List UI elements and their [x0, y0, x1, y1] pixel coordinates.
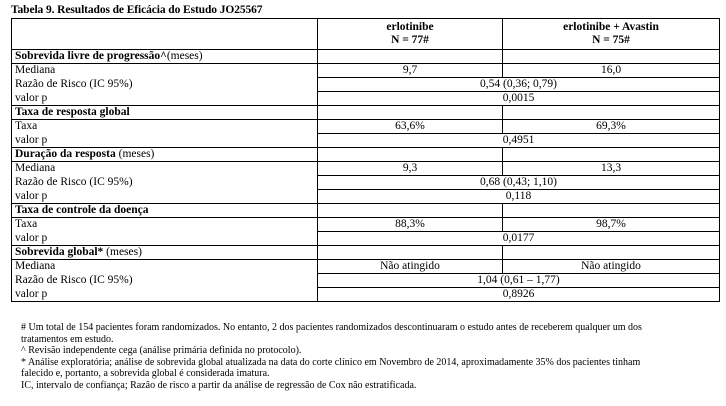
- row-label: valor p: [12, 92, 318, 106]
- pfs-hazard-ratio: 0,54 (0,36; 0,79): [318, 78, 720, 92]
- os-heading-text: Sobrevida global*: [15, 246, 104, 258]
- footnote-line: falecido e, portanto, a sobrevida global é considerada imatura.: [21, 368, 270, 379]
- footnote-line: IC, intervalo de confiança; Razão de risco a partir da análise de regressão de Cox não estratificada.: [21, 379, 417, 391]
- table-row: [12, 92, 720, 106]
- footnote-line: ^ Revisão independente cega (análise primária definida no protocolo).: [21, 345, 302, 356]
- row-label: Taxa: [12, 218, 318, 232]
- dor-heading-text: Duração da resposta: [15, 148, 116, 160]
- section-heading-dcr: Taxa de controle da doença: [12, 204, 318, 218]
- table-row: [12, 176, 720, 190]
- table-row: [12, 190, 720, 204]
- row-label: Razão de Risco (IC 95%): [12, 78, 318, 92]
- header-erlotinib: [318, 19, 503, 50]
- pfs-median-combo: 16,0: [503, 64, 720, 78]
- empty-cell: [503, 204, 720, 218]
- empty-cell: [318, 204, 503, 218]
- row-label: valor p: [12, 232, 318, 246]
- dor-p-value: 0,118: [318, 190, 720, 204]
- empty-cell: [503, 246, 720, 260]
- empty-cell: [318, 106, 503, 120]
- row-label: Taxa: [12, 120, 318, 134]
- table-row: [12, 120, 720, 134]
- table-row: [12, 288, 720, 302]
- pfs-heading-text: Sobrevida livre de progressão^: [15, 50, 167, 62]
- section-heading-row: [12, 50, 720, 64]
- header-erlotinib-n: N = 77#: [391, 34, 429, 46]
- table-row: [12, 78, 720, 92]
- os-median-combo: Não atingido: [503, 260, 720, 274]
- pfs-p-value: 0,0015: [318, 92, 720, 106]
- orr-rate-erlotinib: 63,6%: [318, 120, 503, 134]
- dcr-rate-combo: 98,7%: [503, 218, 720, 232]
- row-label: valor p: [12, 134, 318, 148]
- dor-median-combo: 13,3: [503, 162, 720, 176]
- dor-median-erlotinib: 9,3: [318, 162, 503, 176]
- empty-cell: [503, 148, 720, 162]
- os-unit-text: (meses): [106, 246, 142, 258]
- table-row: [12, 232, 720, 246]
- table-row: [12, 134, 720, 148]
- header-erlotinib-avastin-n: N = 75#: [592, 34, 630, 46]
- empty-cell: [503, 106, 720, 120]
- pfs-median-erlotinib: 9,7: [318, 64, 503, 78]
- os-p-value: 0,8926: [318, 288, 720, 302]
- section-heading-row: [12, 246, 720, 260]
- table-row: [12, 218, 720, 232]
- row-label: valor p: [12, 288, 318, 302]
- header-erlotinib-avastin: [503, 19, 720, 50]
- dcr-rate-erlotinib: 88,3%: [318, 218, 503, 232]
- dcr-p-value: 0,0177: [318, 232, 720, 246]
- row-label: Razão de Risco (IC 95%): [12, 176, 318, 190]
- empty-cell: [318, 148, 503, 162]
- table-header-row: [12, 19, 720, 50]
- footnote-line: * Análise exploratória; análise de sobrevida global atualizada na data do corte clínico em Novembro de 2014, aproximadamente 35% dos pacientes tinham: [21, 356, 641, 368]
- row-label: Mediana: [12, 260, 318, 274]
- orr-rate-combo: 69,3%: [503, 120, 720, 134]
- table-title: Tabela 9. Resultados de Eficácia do Estudo JO25567: [11, 4, 263, 16]
- row-label: Razão de Risco (IC 95%): [12, 274, 318, 288]
- header-empty-cell: [12, 19, 318, 50]
- efficacy-table: [11, 18, 720, 302]
- header-erlotinib-name: erlotinibe: [386, 21, 434, 33]
- section-heading-pfs: [12, 50, 318, 64]
- footnotes: [21, 322, 721, 391]
- dor-hazard-ratio: 0,68 (0,43; 1,10): [318, 176, 720, 190]
- section-heading-row: [12, 204, 720, 218]
- row-label: Mediana: [12, 162, 318, 176]
- empty-cell: [318, 246, 503, 260]
- table-row: [12, 260, 720, 274]
- section-heading-orr: Taxa de resposta global: [12, 106, 318, 120]
- table-row: [12, 64, 720, 78]
- table-row: [12, 162, 720, 176]
- footnote-line: tratamentos em estudo.: [21, 333, 114, 345]
- section-heading-dor: [12, 148, 318, 162]
- orr-p-value: 0,4951: [318, 134, 720, 148]
- table-row: [12, 274, 720, 288]
- row-label: Mediana: [12, 64, 318, 78]
- footnote-line: # Um total de 154 pacientes foram randomizados. No entanto, 2 dos pacientes randomizados descontinuaram o estudo antes de receberem qualquer um dos: [21, 322, 642, 333]
- pfs-unit-text: (meses): [166, 50, 203, 62]
- empty-cell: [503, 50, 720, 64]
- section-heading-row: [12, 148, 720, 162]
- dor-unit-text: (meses): [118, 148, 155, 160]
- os-median-erlotinib: Não atingido: [318, 260, 503, 274]
- os-hazard-ratio: 1,04 (0,61 – 1,77): [318, 274, 720, 288]
- empty-cell: [318, 50, 503, 64]
- section-heading-row: [12, 106, 720, 120]
- row-label: valor p: [12, 190, 318, 204]
- header-erlotinib-avastin-name: erlotinibe + Avastin: [563, 21, 659, 33]
- section-heading-os: [12, 246, 318, 260]
